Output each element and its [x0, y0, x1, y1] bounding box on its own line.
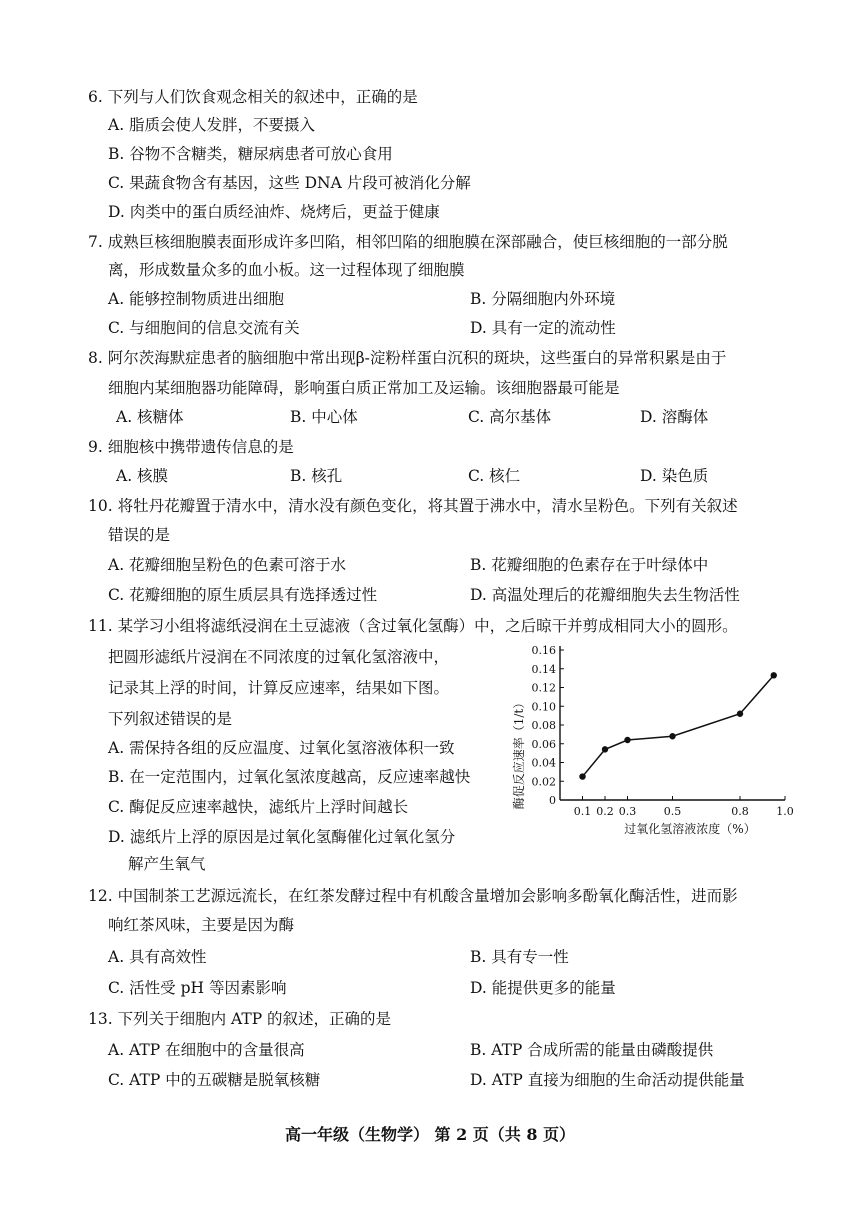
- q11-option-d: D. 滤纸片上浮的原因是过氧化氢酶催化过氧化氢分: [108, 828, 456, 846]
- y-tick-label: 0.14: [531, 662, 556, 676]
- data-point: [579, 773, 585, 779]
- q9-option-b: B. 核孔: [290, 467, 343, 485]
- q6-option-a: A. 脂质会使人发胖，不要摄入: [108, 116, 316, 134]
- chart-series: [579, 672, 777, 780]
- q10-option-a: A. 花瓣细胞呈粉色的色素可溶于水: [108, 556, 347, 574]
- chart-y-ticks: [532, 645, 565, 807]
- q6-option-d: D. 肉类中的蛋白质经油炸、烧烤后，更益于健康: [108, 203, 440, 221]
- q10-option-c: C. 花瓣细胞的原生质层具有选择透过性: [108, 586, 378, 604]
- x-tick-label: 0.2: [596, 805, 614, 818]
- q6-option-b: B. 谷物不含糖类，糖尿病患者可放心食用: [108, 145, 393, 163]
- q10-option-b: B. 花瓣细胞的色素存在于叶绿体中: [470, 556, 709, 574]
- x-tick-label: 1.0: [776, 805, 794, 818]
- q13-option-b: B. ATP 合成所需的能量由磷酸提供: [470, 1041, 714, 1059]
- x-tick-label: 0.8: [731, 805, 749, 818]
- q12-stem-line2: 响红茶风味，主要是因为酶: [108, 916, 295, 934]
- q11-stem-line3: 记录其上浮的时间，计算反应速率，结果如下图。: [108, 679, 450, 697]
- q6-stem: 6. 下列与人们饮食观念相关的叙述中，正确的是: [88, 88, 418, 106]
- q7-stem-line1: 7. 成熟巨核细胞膜表面形成许多凹陷，相邻凹陷的细胞膜在深部融合，使巨核细胞的一部分脱: [88, 233, 728, 251]
- q8-option-b: B. 中心体: [290, 408, 358, 426]
- q6-option-c: C. 果蔬食物含有基因，这些 DNA 片段可被消化分解: [108, 174, 471, 192]
- q11-stem-line4: 下列叙述错误的是: [108, 710, 233, 728]
- q8-option-a: A. 核糖体: [116, 408, 184, 426]
- series-line: [583, 675, 774, 776]
- q10-stem-line2: 错误的是: [108, 526, 171, 544]
- q9-option-a: A. 核膜: [116, 467, 169, 485]
- y-tick-label: 0.08: [531, 719, 556, 732]
- page-footer: 高一年级（生物学） 第 2 页（共 8 页）: [284, 1125, 576, 1144]
- q13-stem: 13. 下列关于细胞内 ATP 的叙述，正确的是: [88, 1010, 392, 1028]
- x-tick-label: 0.3: [618, 805, 637, 818]
- q8-option-d: D. 溶酶体: [640, 408, 709, 426]
- data-point: [771, 672, 777, 678]
- y-tick-label: 0.04: [531, 756, 556, 770]
- q11-stem-line2: 把圆形滤纸片浸润在不同浓度的过氧化氢溶液中，: [108, 648, 450, 666]
- q7-option-d: D. 具有一定的流动性: [470, 319, 616, 337]
- y-tick-label: 0.12: [531, 681, 556, 695]
- q9-option-d: D. 染色质: [640, 467, 709, 485]
- chart-y-axis-label: 酶促反应速率（1/t）: [512, 696, 526, 810]
- q9-stem: 9. 细胞核中携带遗传信息的是: [88, 438, 294, 456]
- q12-option-d: D. 能提供更多的能量: [470, 979, 616, 997]
- chart-x-axis-label: 过氧化氢溶液浓度（%）: [624, 822, 756, 836]
- q11-option-c: C. 酶促反应速率越快，滤纸片上浮时间越长: [108, 798, 409, 816]
- data-point: [602, 746, 608, 752]
- reaction-rate-chart: [505, 645, 805, 840]
- q11-stem-line1: 11. 某学习小组将滤纸浸润在土豆滤液（含过氧化氢酶）中，之后晾干并剪成相同大小的圆形。: [88, 617, 738, 635]
- y-tick-label: 0.10: [531, 700, 556, 714]
- q7-option-c: C. 与细胞间的信息交流有关: [108, 319, 300, 337]
- q8-stem-line1: 8. 阿尔茨海默症患者的脑细胞中常出现β-淀粉样蛋白沉积的斑块，这些蛋白的异常积累是由于: [88, 349, 727, 367]
- q9-option-c: C. 核仁: [468, 467, 521, 485]
- q11-option-d-continued: 解产生氧气: [128, 855, 206, 873]
- q7-option-a: A. 能够控制物质进出细胞: [108, 290, 285, 308]
- q12-option-b: B. 具有专一性: [470, 948, 569, 966]
- q12-option-c: C. 活性受 pH 等因素影响: [108, 979, 287, 997]
- q13-option-a: A. ATP 在细胞中的含量很高: [108, 1041, 305, 1059]
- q12-stem-line1: 12. 中国制茶工艺源远流长，在红茶发酵过程中有机酸含量增加会影响多酚氧化酶活性，进而影: [88, 887, 738, 905]
- q13-option-d: D. ATP 直接为细胞的生命活动提供能量: [470, 1071, 745, 1089]
- y-tick-label: 0: [549, 794, 556, 807]
- q7-option-b: B. 分隔细胞内外环境: [470, 290, 616, 308]
- chart-x-ticks: [574, 796, 794, 818]
- y-tick-label: 0.06: [531, 737, 556, 751]
- q11-option-a: A. 需保持各组的反应温度、过氧化氢溶液体积一致: [108, 739, 455, 757]
- chart-axes: [560, 646, 785, 800]
- x-tick-label: 0.1: [573, 805, 592, 818]
- data-point: [624, 737, 630, 743]
- q8-stem-line2: 细胞内某细胞器功能障碍，影响蛋白质正常加工及运输。该细胞器最可能是: [108, 379, 620, 397]
- q12-option-a: A. 具有高效性: [108, 948, 207, 966]
- q8-option-c: C. 高尔基体: [468, 408, 552, 426]
- q10-option-d: D. 高温处理后的花瓣细胞失去生物活性: [470, 586, 740, 604]
- data-point: [669, 733, 675, 739]
- q13-option-c: C. ATP 中的五碳糖是脱氧核糖: [108, 1071, 321, 1089]
- y-tick-label: 0.02: [531, 775, 556, 789]
- q11-option-b: B. 在一定范围内，过氧化氢浓度越高，反应速率越快: [108, 768, 471, 786]
- y-tick-label: 0.16: [531, 645, 556, 657]
- q10-stem-line1: 10. 将牡丹花瓣置于清水中，清水没有颜色变化，将其置于沸水中，清水呈粉色。下列有关叙述: [88, 497, 738, 515]
- x-tick-label: 0.5: [663, 805, 682, 818]
- q7-stem-line2: 离，形成数量众多的血小板。这一过程体现了细胞膜: [108, 261, 465, 279]
- data-point: [737, 711, 743, 717]
